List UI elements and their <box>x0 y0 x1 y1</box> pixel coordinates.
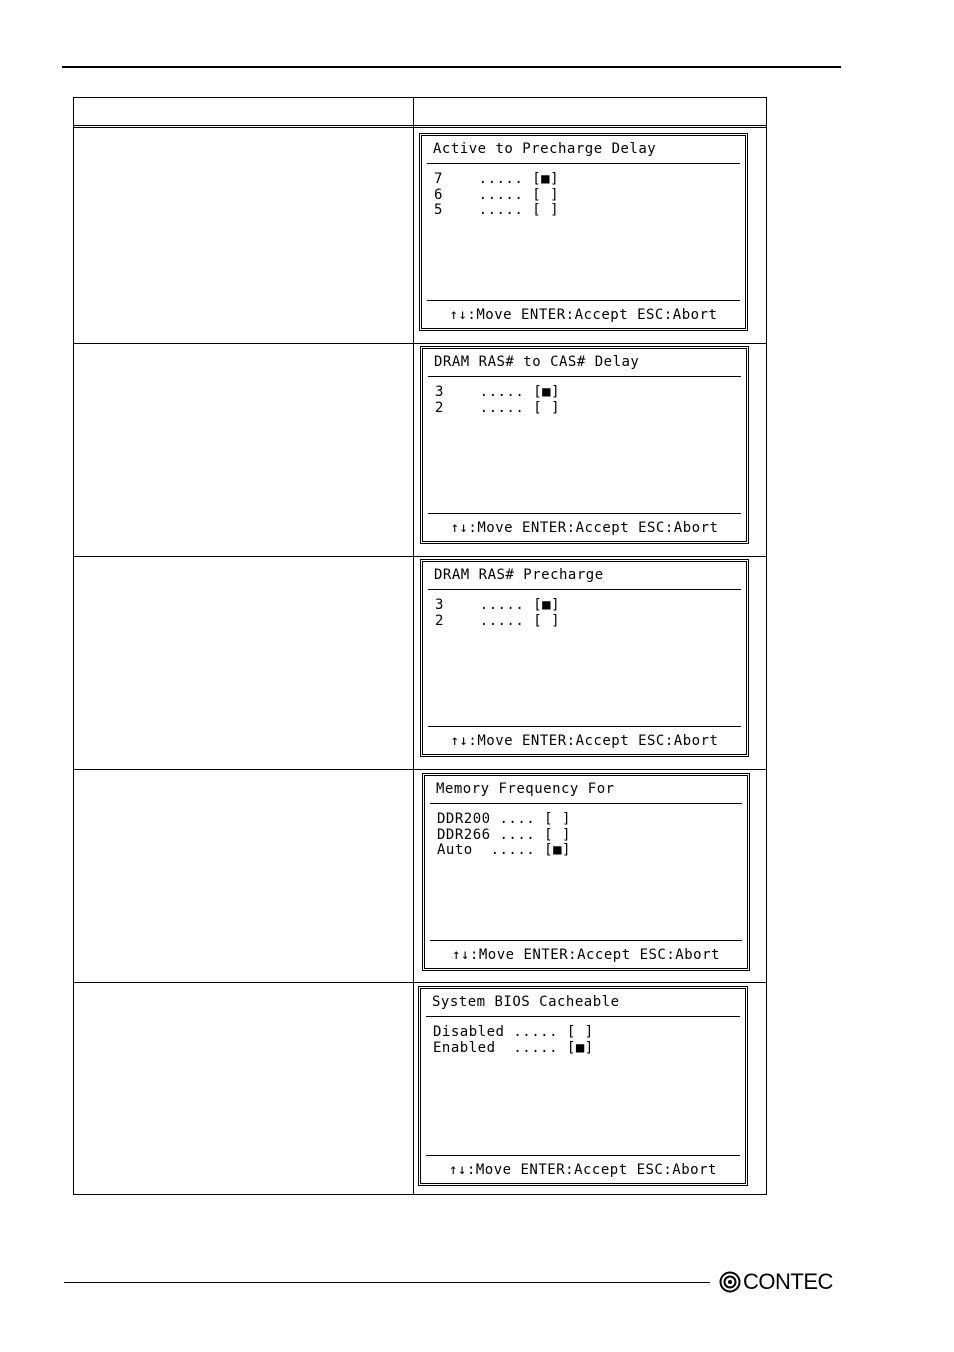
key-hint-footer: ↑↓:Move ENTER:Accept ESC:Abort <box>449 1162 717 1178</box>
option-list <box>433 1025 594 1056</box>
title-divider <box>426 1016 740 1017</box>
option-item[interactable]: 6 ..... [ ] <box>434 186 560 203</box>
option-item[interactable]: Disabled ..... [ ] <box>433 1024 594 1040</box>
bios-panel-title: Memory Frequency For <box>436 781 615 797</box>
table-header-row <box>74 98 766 128</box>
footer-divider <box>428 726 741 727</box>
bios-panel-ras-to-cas <box>420 346 749 544</box>
title-divider <box>427 163 740 164</box>
option-item[interactable]: 2 ..... [ ] <box>435 612 561 629</box>
footer-divider <box>426 1155 740 1156</box>
row-separator <box>74 556 766 557</box>
option-item[interactable]: Auto ..... [■] <box>437 842 571 858</box>
footer-rule <box>64 1282 710 1283</box>
option-list <box>435 598 560 629</box>
option-list <box>434 172 559 219</box>
title-divider <box>430 803 742 804</box>
key-hint-footer: ↑↓:Move ENTER:Accept ESC:Abort <box>450 520 719 536</box>
option-list <box>435 385 560 416</box>
option-item[interactable]: DDR266 .... [ ] <box>437 826 571 843</box>
bios-panel-bios-cacheable <box>418 986 748 1186</box>
option-list <box>437 812 571 859</box>
option-item[interactable]: DDR200 .... [ ] <box>437 811 571 827</box>
bios-panel-active-to-precharge <box>419 133 748 331</box>
bios-panel-title: Active to Precharge Delay <box>433 141 657 157</box>
contec-logo-icon <box>719 1271 741 1293</box>
option-item[interactable]: Enabled ..... [■] <box>433 1039 594 1056</box>
settings-table <box>73 97 767 1195</box>
contec-logo <box>719 1270 833 1294</box>
footer-divider <box>427 300 740 301</box>
key-hint-footer: ↑↓:Move ENTER:Accept ESC:Abort <box>450 733 719 749</box>
logo-text: CONTEC <box>743 1269 833 1294</box>
column-divider <box>413 98 414 1194</box>
option-item[interactable]: 7 ..... [■] <box>434 171 560 187</box>
row-separator <box>74 982 766 983</box>
bios-panel-ras-precharge <box>420 559 749 757</box>
footer-divider <box>428 513 741 514</box>
bios-panel-title: System BIOS Cacheable <box>432 994 620 1010</box>
bios-panel-title: DRAM RAS# Precharge <box>434 567 604 583</box>
bios-panel-memory-frequency <box>422 773 750 971</box>
header-rule <box>62 66 841 68</box>
bios-panel-title: DRAM RAS# to CAS# Delay <box>434 354 640 370</box>
title-divider <box>428 376 741 377</box>
option-item[interactable]: 2 ..... [ ] <box>435 399 561 416</box>
row-separator <box>74 343 766 344</box>
option-item[interactable]: 3 ..... [■] <box>435 384 561 400</box>
title-divider <box>428 589 741 590</box>
row-separator <box>74 769 766 770</box>
key-hint-footer: ↑↓:Move ENTER:Accept ESC:Abort <box>452 947 720 963</box>
footer-divider <box>430 940 742 941</box>
option-item[interactable]: 5 ..... [ ] <box>434 202 560 218</box>
option-item[interactable]: 3 ..... [■] <box>435 597 561 613</box>
key-hint-footer: ↑↓:Move ENTER:Accept ESC:Abort <box>449 307 718 323</box>
